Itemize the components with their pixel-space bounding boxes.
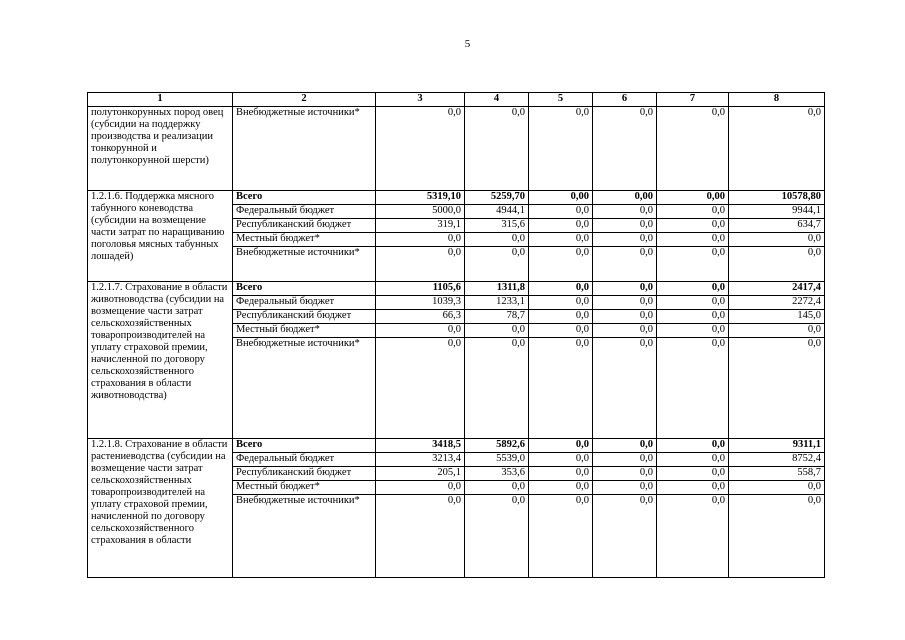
value-cell: 0,0	[529, 296, 593, 310]
value-cell: 2417,4	[729, 282, 825, 296]
measure-name-cell: 1.2.1.6. Поддержка мясного табунного коневодства (субсидии на возмещение части затрат по наращиванию поголовья мясных табунных лошадей)	[88, 191, 233, 282]
value-cell: 0,0	[376, 481, 465, 495]
value-cell: 0,0	[376, 338, 465, 439]
value-cell: 0,0	[593, 338, 657, 439]
value-cell: 0,0	[593, 219, 657, 233]
value-cell: 0,0	[729, 233, 825, 247]
value-cell: 145,0	[729, 310, 825, 324]
value-cell: 0,0	[593, 439, 657, 453]
value-cell: 0,0	[529, 219, 593, 233]
column-header: 7	[657, 93, 729, 107]
value-cell: 0,0	[729, 481, 825, 495]
funding-source-cell: Местный бюджет*	[233, 481, 376, 495]
value-cell: 0,0	[657, 107, 729, 191]
value-cell: 0,0	[529, 481, 593, 495]
value-cell: 319,1	[376, 219, 465, 233]
funding-source-cell: Республиканский бюджет	[233, 467, 376, 481]
value-cell: 315,6	[465, 219, 529, 233]
value-cell: 353,6	[465, 467, 529, 481]
value-cell: 9944,1	[729, 205, 825, 219]
value-cell: 3418,5	[376, 439, 465, 453]
value-cell: 0,0	[593, 282, 657, 296]
value-cell: 0,00	[529, 191, 593, 205]
value-cell: 66,3	[376, 310, 465, 324]
value-cell: 0,0	[529, 282, 593, 296]
value-cell: 0,0	[465, 324, 529, 338]
value-cell: 0,0	[593, 453, 657, 467]
value-cell: 0,0	[593, 324, 657, 338]
column-header: 8	[729, 93, 825, 107]
column-header: 1	[88, 93, 233, 107]
value-cell: 0,0	[593, 310, 657, 324]
value-cell: 0,0	[529, 310, 593, 324]
table-row	[88, 191, 825, 205]
value-cell: 0,0	[593, 233, 657, 247]
measure-name-cell: полутонкорунных пород овец (субсидии на поддержку производства и реализации тонкорунной и полутонкорунной шерсти)	[88, 107, 233, 191]
funding-source-cell: Федеральный бюджет	[233, 453, 376, 467]
value-cell: 0,0	[657, 247, 729, 282]
value-cell: 0,0	[657, 467, 729, 481]
value-cell: 0,0	[593, 467, 657, 481]
funding-source-cell: Внебюджетные источники*	[233, 247, 376, 282]
value-cell: 0,0	[657, 296, 729, 310]
funding-source-cell: Федеральный бюджет	[233, 296, 376, 310]
value-cell: 0,0	[657, 282, 729, 296]
value-cell: 0,0	[657, 233, 729, 247]
value-cell: 0,0	[657, 439, 729, 453]
value-cell: 0,0	[657, 453, 729, 467]
value-cell: 0,0	[729, 495, 825, 578]
value-cell: 0,0	[529, 439, 593, 453]
column-header: 4	[465, 93, 529, 107]
value-cell: 558,7	[729, 467, 825, 481]
value-cell: 0,0	[657, 495, 729, 578]
funding-source-cell: Внебюджетные источники*	[233, 107, 376, 191]
value-cell: 0,0	[376, 324, 465, 338]
value-cell: 0,0	[593, 481, 657, 495]
table-row	[88, 439, 825, 453]
table-row	[88, 282, 825, 296]
value-cell: 0,0	[465, 247, 529, 282]
value-cell: 0,0	[657, 205, 729, 219]
value-cell: 0,0	[465, 338, 529, 439]
table-row	[88, 107, 825, 191]
value-cell: 0,0	[657, 324, 729, 338]
value-cell: 0,0	[729, 324, 825, 338]
value-cell: 0,0	[465, 495, 529, 578]
value-cell: 0,0	[465, 481, 529, 495]
value-cell: 0,0	[529, 205, 593, 219]
value-cell: 0,00	[657, 191, 729, 205]
value-cell: 5259,70	[465, 191, 529, 205]
column-header: 2	[233, 93, 376, 107]
budget-table	[87, 92, 825, 578]
value-cell: 0,0	[729, 338, 825, 439]
value-cell: 205,1	[376, 467, 465, 481]
value-cell: 0,0	[729, 107, 825, 191]
value-cell: 3213,4	[376, 453, 465, 467]
value-cell: 0,0	[529, 247, 593, 282]
measure-name-cell: 1.2.1.7. Страхование в области животноводства (субсидии на возмещение части затрат сельскохозяйственных товаропроизводителей на уплату страховой премии, начисленной по договору сельскохозяйственного страхования в области животноводства)	[88, 282, 233, 439]
value-cell: 0,0	[593, 205, 657, 219]
value-cell: 0,0	[465, 107, 529, 191]
value-cell: 1105,6	[376, 282, 465, 296]
value-cell: 0,0	[529, 107, 593, 191]
value-cell: 5000,0	[376, 205, 465, 219]
funding-source-cell: Республиканский бюджет	[233, 219, 376, 233]
funding-source-cell: Местный бюджет*	[233, 324, 376, 338]
value-cell: 0,0	[376, 107, 465, 191]
value-cell: 0,0	[657, 310, 729, 324]
funding-source-cell: Всего	[233, 282, 376, 296]
value-cell: 0,0	[729, 247, 825, 282]
column-header: 3	[376, 93, 465, 107]
value-cell: 0,0	[376, 495, 465, 578]
value-cell: 0,0	[376, 247, 465, 282]
page-number: 5	[464, 38, 471, 50]
funding-source-cell: Внебюджетные источники*	[233, 495, 376, 578]
funding-source-cell: Республиканский бюджет	[233, 310, 376, 324]
value-cell: 0,0	[593, 107, 657, 191]
value-cell: 2272,4	[729, 296, 825, 310]
value-cell: 0,0	[529, 324, 593, 338]
value-cell: 5319,10	[376, 191, 465, 205]
value-cell: 0,0	[657, 481, 729, 495]
value-cell: 4944,1	[465, 205, 529, 219]
measure-name-cell: 1.2.1.8. Страхование в области растениеводства (субсидии на возмещение части затрат сельскохозяйственных товаропроизводителей на уплату страховой премии, начисленной по договору сельскохозяйственного страхования в области	[88, 439, 233, 578]
value-cell: 0,0	[657, 338, 729, 439]
value-cell: 5539,0	[465, 453, 529, 467]
value-cell: 0,0	[657, 219, 729, 233]
value-cell: 0,0	[593, 296, 657, 310]
value-cell: 78,7	[465, 310, 529, 324]
funding-source-cell: Местный бюджет*	[233, 233, 376, 247]
value-cell: 0,0	[529, 453, 593, 467]
value-cell: 0,0	[593, 495, 657, 578]
funding-source-cell: Внебюджетные источники*	[233, 338, 376, 439]
value-cell: 0,0	[529, 233, 593, 247]
value-cell: 5892,6	[465, 439, 529, 453]
funding-source-cell: Всего	[233, 439, 376, 453]
value-cell: 1233,1	[465, 296, 529, 310]
value-cell: 1039,3	[376, 296, 465, 310]
value-cell: 0,00	[593, 191, 657, 205]
column-header: 6	[593, 93, 657, 107]
header-row	[88, 93, 825, 107]
value-cell: 1311,8	[465, 282, 529, 296]
value-cell: 0,0	[529, 495, 593, 578]
value-cell: 0,0	[529, 467, 593, 481]
value-cell: 0,0	[376, 233, 465, 247]
value-cell: 0,0	[593, 247, 657, 282]
value-cell: 634,7	[729, 219, 825, 233]
value-cell: 9311,1	[729, 439, 825, 453]
table-body	[88, 107, 825, 578]
funding-source-cell: Федеральный бюджет	[233, 205, 376, 219]
value-cell: 10578,80	[729, 191, 825, 205]
funding-source-cell: Всего	[233, 191, 376, 205]
value-cell: 0,0	[529, 338, 593, 439]
column-header: 5	[529, 93, 593, 107]
value-cell: 8752,4	[729, 453, 825, 467]
value-cell: 0,0	[465, 233, 529, 247]
